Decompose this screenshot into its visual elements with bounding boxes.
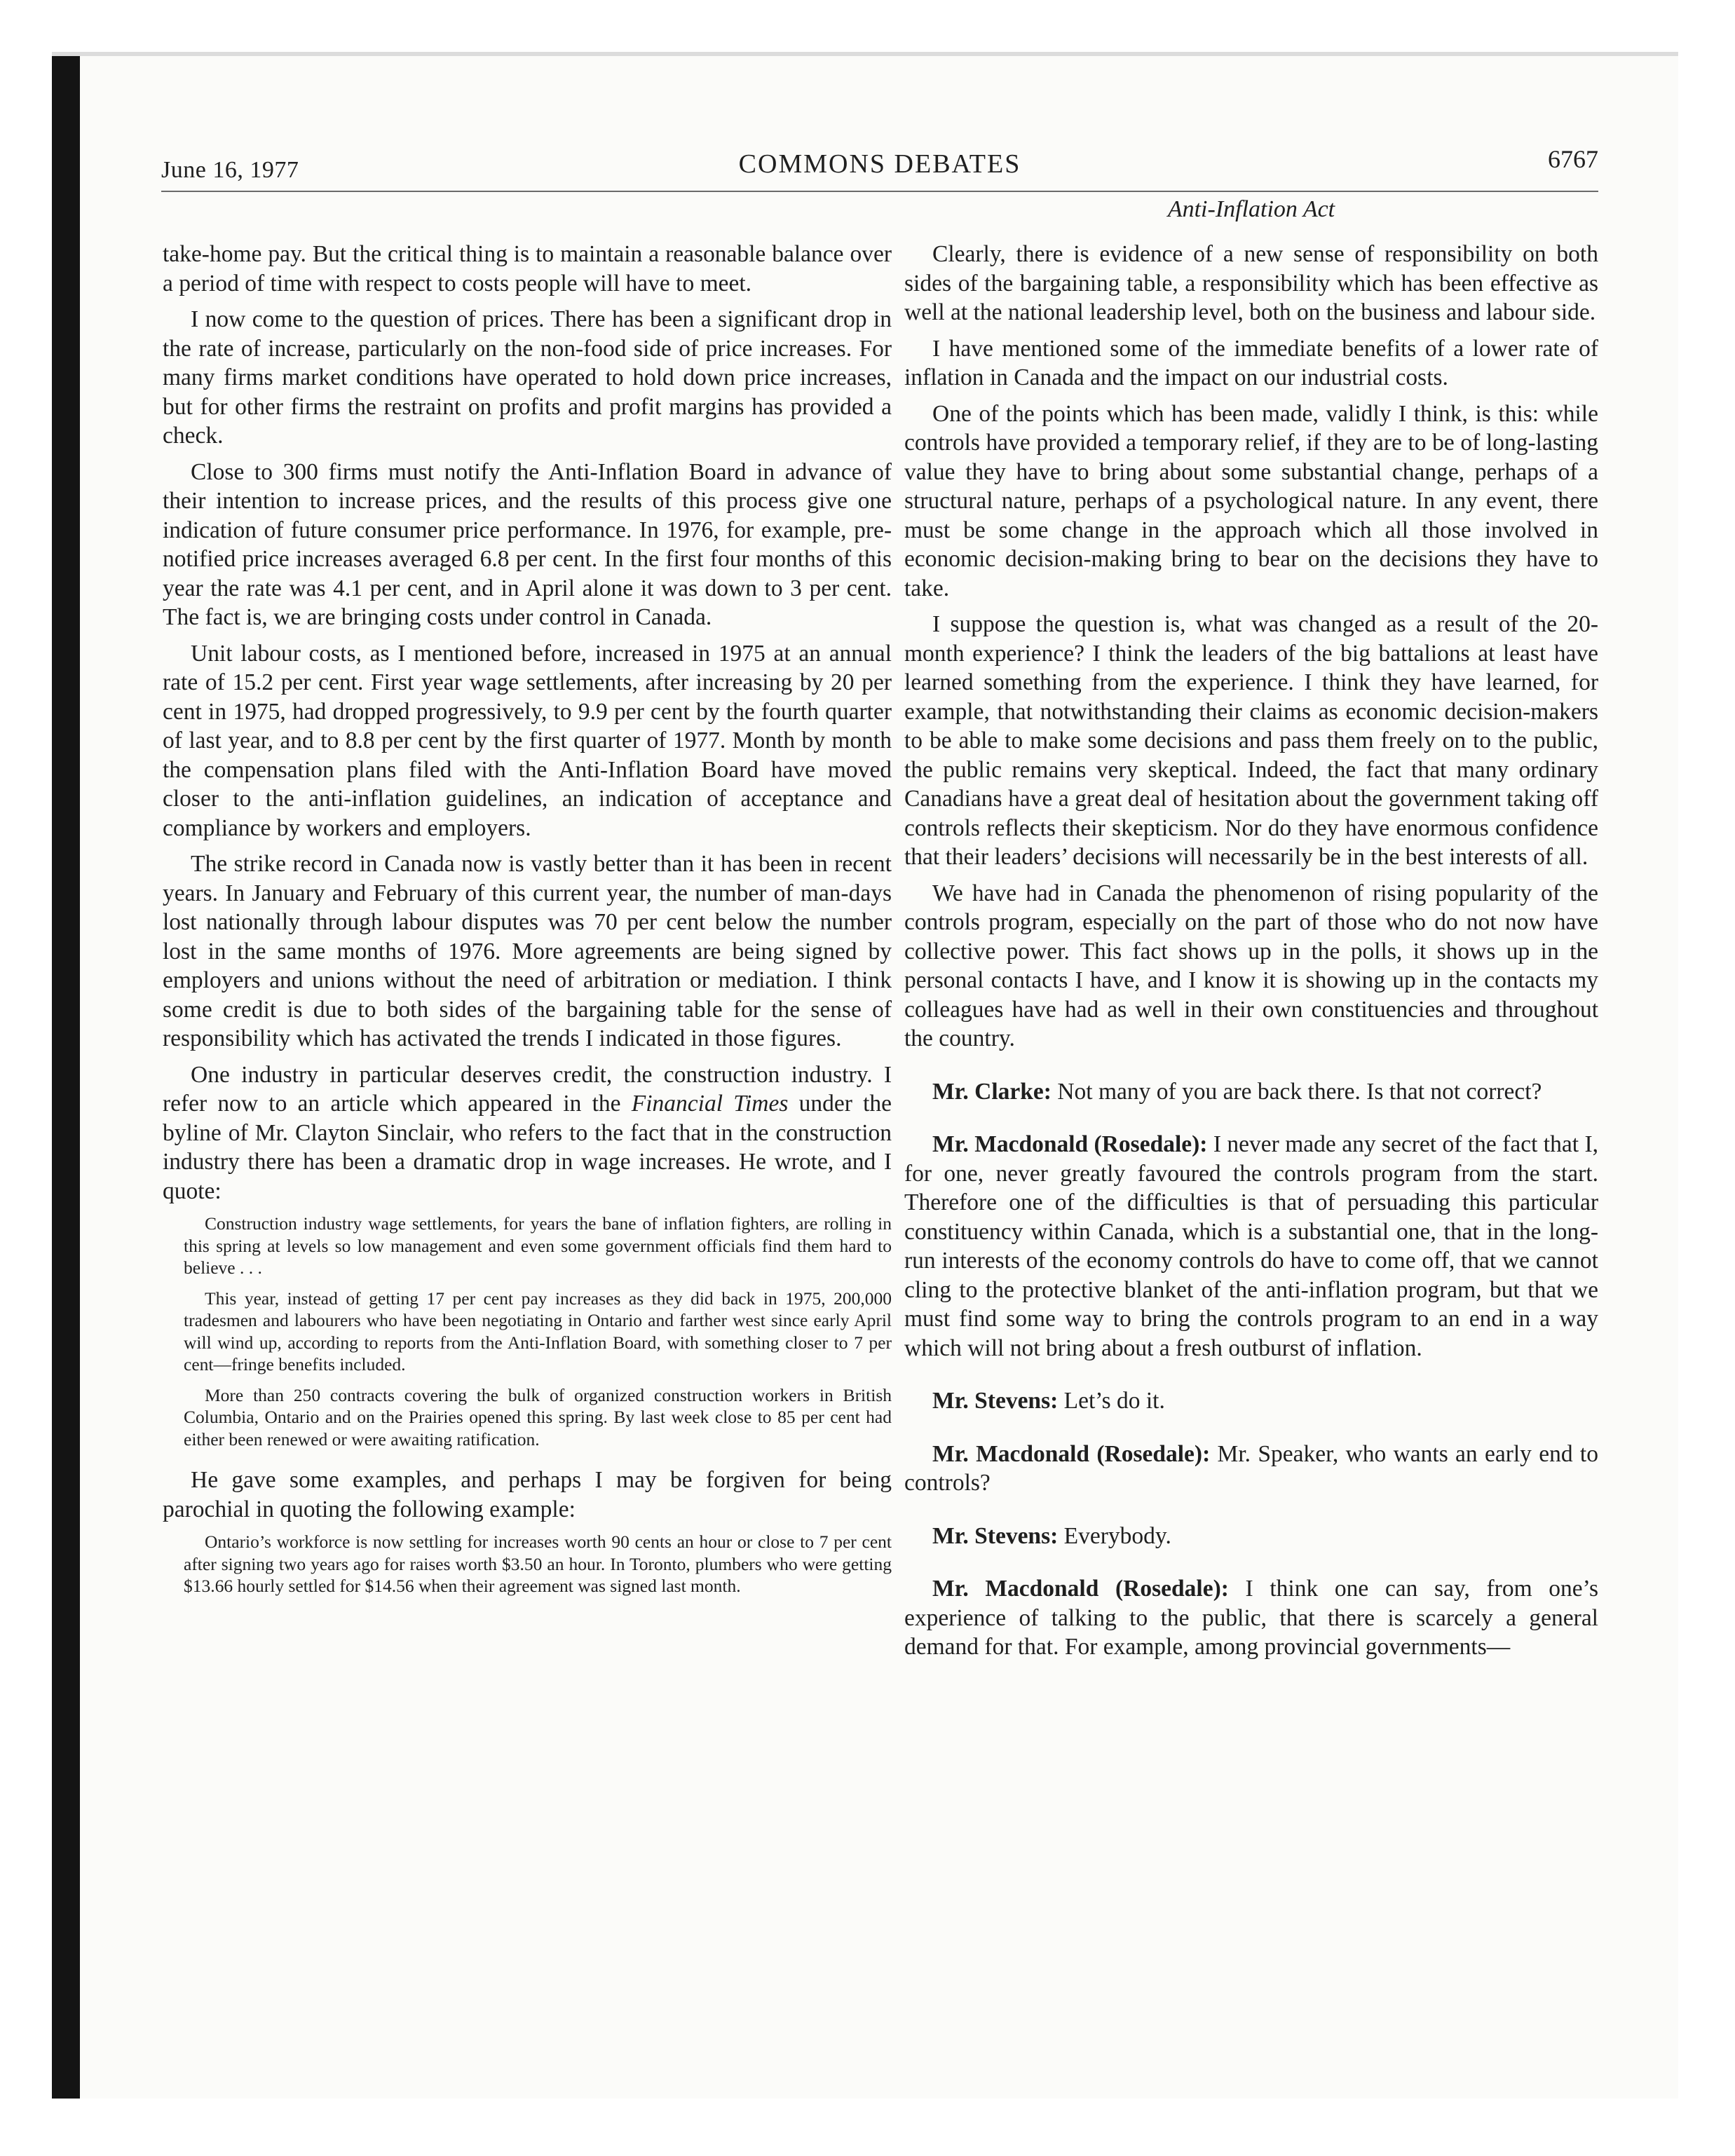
paragraph: We have had in Canada the phenomenon of rising popularity of the controls program, especially on the part of those who do not now have collective power. This fact shows up in the polls, it shows up in the personal contacts I have, and I know it is showing up in the contacts my colleagues have had as well in their own constituencies and throughout the country. bbox=[904, 880, 1598, 1051]
speaker-name: Mr. Macdonald (Rosedale): bbox=[932, 1576, 1229, 1602]
section-title: Anti-Inflation Act bbox=[1167, 196, 1335, 222]
paragraph: I suppose the question is, what was changed as a result of the 20-month experience? I think the leaders of the big battalions at least have learned something from the experience. I think they have learned, for example, that notwithstanding their claims as economic decision-makers to be able to make some decisions and pass them freely on to the public, the public remains very skeptical. Indeed, the fact that many ordinary Canadians have a great deal of hesitation about the government taking off controls reflects their skepticism. Nor do they have enormous confidence that their leaders’ decisions will necessarily be in the best interests of all. bbox=[904, 611, 1598, 870]
page-number: 6767 bbox=[1548, 145, 1598, 173]
speech-text: I think one can say, from one’s experience of talking to the public, that there is scarcely a general demand for that. For example, among provincial governments— bbox=[904, 1576, 1598, 1660]
paragraph-text: under the byline of Mr. Clayton Sinclair, who refers to the fact that in the construction industry there has been a dramatic drop in wage increases. He wrote, and I quote: bbox=[163, 1091, 892, 1204]
header-date: June 16, 1977 bbox=[161, 157, 299, 183]
speaker-name: Mr. Clarke: bbox=[932, 1078, 1052, 1105]
block-quote: This year, instead of getting 17 per cent pay increases as they did back in 1975, 200,000 tradesmen and labourers who have been negotiating in Ontario and farther west since early April will wind up, according to reports from the Anti-Inflation Board, with something closer to 7 per cent—fringe benefits included. bbox=[184, 1288, 892, 1374]
paragraph: Close to 300 firms must notify the Anti-Inflation Board in advance of their intention to increase prices, and the results of this process give one indication of future consumer price performance. In 1976, for example, pre-notified price increases averaged 6.8 per cent. In the first four months of this year the rate was 4.1 per cent, and in April alone it was down to 3 per cent. The fact is, we are bringing costs under control in Canada. bbox=[163, 458, 892, 630]
speaker-name: Mr. Macdonald (Rosedale): bbox=[932, 1131, 1208, 1157]
speech-text: Mr. Speaker, who wants an early end to controls? bbox=[904, 1440, 1598, 1496]
speaker-name: Mr. Macdonald (Rosedale): bbox=[932, 1440, 1211, 1467]
paragraph: One of the points which has been made, validly I think, is this: while controls have provided a temporary relief, if they are to be of long-lasting value they have to bring about some substantial change, perhaps of a structural nature, perhaps of a psychological nature. In any event, there must be some change in the approach which all those involved in economic decision-making bring to bear on the decisions they have to take. bbox=[904, 400, 1598, 601]
speech-text: Not many of you are back there. Is that not correct? bbox=[1051, 1078, 1542, 1105]
speaker-name: Mr. Stevens: bbox=[932, 1522, 1059, 1549]
header-title: COMMONS DEBATES bbox=[738, 149, 1021, 179]
speech bbox=[904, 1130, 1598, 1363]
speech bbox=[904, 1440, 1598, 1498]
paragraph: take-home pay. But the critical thing is to maintain a reasonable balance over a period of time with respect to costs people will have to meet. bbox=[163, 241, 892, 296]
speech-text: I never made any secret of the fact that I, for one, never greatly favoured the controls program from the start. Therefore one of the difficulties is that of persuading this particular constituency within Canada, which is a substantial one, that in the long-run interests of the economy controls do have to come off, that we cannot cling to the protective blanket of the anti-inflation program, but that we must find some way to bring the controls program to an end in a way which will not bring about a fresh outburst of inflation. bbox=[904, 1131, 1598, 1361]
speech bbox=[904, 1574, 1598, 1662]
block-quote: More than 250 contracts covering the bulk of organized construction workers in British Columbia, Ontario and on the Prairies opened this spring. By last week close to 85 per cent had either been renewed or were awaiting ratification. bbox=[184, 1384, 892, 1449]
speech bbox=[904, 1077, 1598, 1107]
left-column bbox=[163, 240, 892, 1943]
speech bbox=[904, 1386, 1598, 1416]
speaker-name: Mr. Stevens: bbox=[932, 1388, 1059, 1414]
speech-text: Let’s do it. bbox=[1058, 1388, 1165, 1414]
speech bbox=[904, 1522, 1598, 1551]
paragraph: He gave some examples, and perhaps I may be forgiven for being parochial in quoting the following example: bbox=[163, 1467, 892, 1522]
paragraph: Unit labour costs, as I mentioned before, increased in 1975 at an annual rate of 15.2 per cent. First year wage settlements, after increasing by 20 per cent in 1975, had dropped progressively, to 9.9 per cent by the fourth quarter of last year, and to 8.8 per cent by the first quarter of 1977. Month by month the compensation plans filed with the Anti-Inflation Board have moved closer to the anti-inflation guidelines, an indication of acceptance and compliance by workers and employers. bbox=[163, 640, 892, 841]
paragraph: Clearly, there is evidence of a new sense of responsibility on both sides of the bargaining table, a responsibility which has been effective as well at the national leadership level, both on the business and labour side. bbox=[904, 241, 1598, 325]
scan-border bbox=[52, 52, 80, 2099]
page-header bbox=[161, 145, 1598, 192]
paragraph-text: One industry in particular deserves credit, the construction industry. I refer now to an article which appeared in the bbox=[163, 1061, 892, 1117]
paragraph: I now come to the question of prices. There has been a significant drop in the rate of increase, particularly on the non-food side of price increases. For many firms market conditions have operated to hold down price increases, but for other firms the restraint on profits and profit margins has provided a check. bbox=[163, 306, 892, 449]
block-quote: Construction industry wage settlements, for years the bane of inflation fighters, are rolling in this spring at levels so low management and even some government officials find them hard to believe . . . bbox=[184, 1213, 892, 1278]
paragraph: I have mentioned some of the immediate benefits of a lower rate of inflation in Canada and the impact on our industrial costs. bbox=[904, 335, 1598, 390]
paragraph: The strike record in Canada now is vastly better than it has been in recent years. In January and February of this current year, the number of man-days lost nationally through labour disputes was 70 per cent below the number lost in the same months of 1976. More agreements are being signed by employers and unions without the need of arbitration or mediation. I think some credit is due to both sides of the bargaining table for the sense of responsibility which has activated the trends I indicated in those figures. bbox=[163, 851, 892, 1051]
publication-title: Financial Times bbox=[631, 1091, 789, 1117]
speech-text: Everybody. bbox=[1058, 1522, 1171, 1549]
block-quote: Ontario’s workforce is now settling for increases worth 90 cents an hour or close to 7 per cent after signing two years ago for raises worth $3.50 an hour. In Toronto, plumbers who were getting $13.66 hourly settled for $14.56 when their agreement was signed last month. bbox=[184, 1531, 892, 1596]
paragraph bbox=[163, 1060, 892, 1206]
right-column bbox=[904, 240, 1598, 1943]
